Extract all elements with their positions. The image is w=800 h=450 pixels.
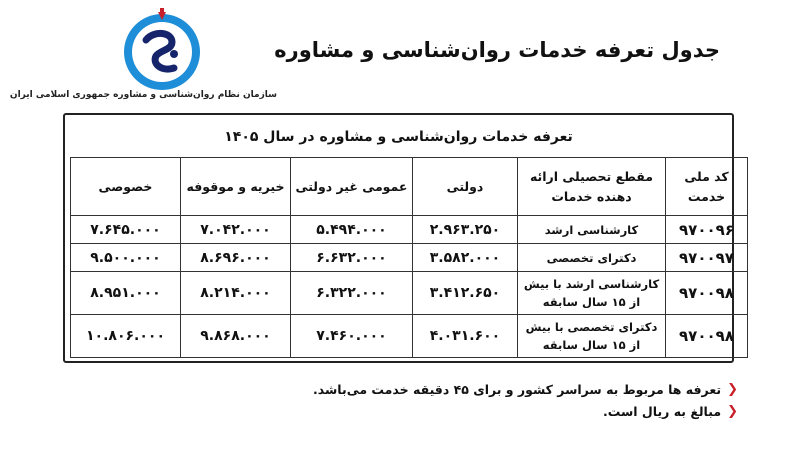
private-fee-cell: ۸.۹۵۱.۰۰۰: [71, 272, 181, 315]
footnote-text: تعرفه ها مربوط به سراسر کشور و برای ۴۵ دقیقه خدمت می‌باشد.: [313, 381, 722, 397]
table-header-row: [71, 158, 748, 216]
footnote: [138, 400, 738, 422]
public-fee-cell: ۶.۶۳۲.۰۰۰: [291, 244, 413, 272]
charity-fee-cell: ۹.۸۶۸.۰۰۰: [181, 315, 291, 358]
fee-table-container: [63, 113, 734, 363]
header-private: خصوصی: [71, 158, 181, 216]
header-charity: خیریه و موقوفه: [181, 158, 291, 216]
education-level-cell: دکترای تخصصی با بیش از ۱۵ سال سابقه: [518, 315, 666, 358]
footnotes: [138, 378, 738, 422]
footnote-text: مبالغ به ریال است.: [603, 403, 722, 419]
header-public-nongov: عمومی غیر دولتی: [291, 158, 413, 216]
service-code-cell: ۹۷۰۰۹۶: [666, 216, 748, 244]
logo-emblem-icon: [114, 6, 210, 92]
table-caption: تعرفه خدمات روان‌شناسی و مشاوره در سال ۱۴۰۵: [224, 129, 573, 145]
table-row: [71, 315, 748, 358]
org-name: سازمان نظام روان‌شناسی و مشاوره جمهوری اسلامی ایران: [9, 90, 277, 100]
education-level-cell: کارشناسی ارشد: [518, 216, 666, 244]
service-code-cell: ۹۷۰۰۹۷: [666, 244, 748, 272]
education-level-cell: کارشناسی ارشد با بیش از ۱۵ سال سابقه: [518, 272, 666, 315]
public-fee-cell: ۵.۴۹۴.۰۰۰: [291, 216, 413, 244]
charity-fee-cell: ۸.۶۹۶.۰۰۰: [181, 244, 291, 272]
education-level-cell: دکترای تخصصی: [518, 244, 666, 272]
private-fee-cell: ۹.۵۰۰.۰۰۰: [71, 244, 181, 272]
fee-table: [70, 157, 748, 358]
table-row: [71, 244, 748, 272]
private-fee-cell: ۷.۶۴۵.۰۰۰: [71, 216, 181, 244]
charity-fee-cell: ۸.۲۱۴.۰۰۰: [181, 272, 291, 315]
public-fee-cell: ۶.۳۲۲.۰۰۰: [291, 272, 413, 315]
chevron-left-icon: ❮: [727, 403, 738, 419]
government-fee-cell: ۳.۵۸۲.۰۰۰: [413, 244, 518, 272]
charity-fee-cell: ۷.۰۴۲.۰۰۰: [181, 216, 291, 244]
header-education-level: مقطع تحصیلی ارائه دهنده خدمات: [518, 158, 666, 216]
page-title: جدول تعرفه خدمات روان‌شناسی و مشاوره: [274, 38, 720, 62]
table-row: [71, 272, 748, 315]
service-code-cell: ۹۷۰۰۹۸: [666, 315, 748, 358]
header-service-code: کد ملی خدمت: [666, 158, 748, 216]
government-fee-cell: ۲.۹۶۳.۲۵۰: [413, 216, 518, 244]
public-fee-cell: ۷.۴۶۰.۰۰۰: [291, 315, 413, 358]
government-fee-cell: ۳.۴۱۲.۶۵۰: [413, 272, 518, 315]
service-code-cell: ۹۷۰۰۹۸: [666, 272, 748, 315]
footnote: [138, 378, 738, 400]
org-logo: [9, 6, 277, 106]
government-fee-cell: ۴.۰۳۱.۶۰۰: [413, 315, 518, 358]
table-row: [71, 216, 748, 244]
private-fee-cell: ۱۰.۸۰۶.۰۰۰: [71, 315, 181, 358]
header-government: دولتی: [413, 158, 518, 216]
chevron-left-icon: ❮: [727, 381, 738, 397]
